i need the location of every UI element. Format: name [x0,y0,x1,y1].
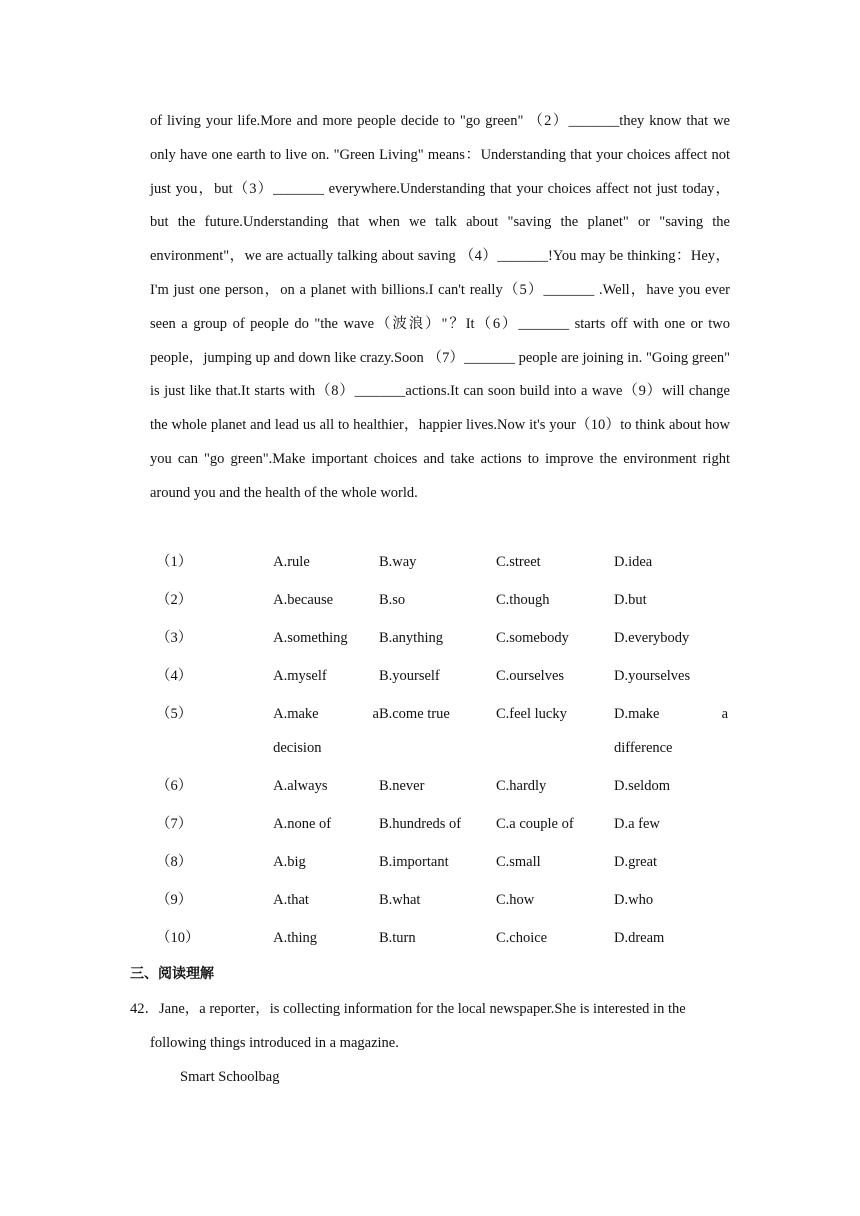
option-a-line1: A.make [273,706,319,722]
option-a: A.myself [273,668,327,684]
option-a-line1-tail: a [372,706,379,722]
options-table [150,546,728,960]
option-b: B.come true [378,706,450,722]
option-a: A.because [273,592,334,608]
option-d: D.dream [614,930,665,946]
option-b: B.important [378,854,449,870]
option-b: B.so [378,592,406,608]
option-row-10 [150,922,728,960]
option-d: D.who [614,892,654,908]
option-row-9 [150,884,728,922]
option-number: （4） [156,668,193,684]
option-d [614,698,728,770]
option-d-line2: difference [614,739,673,756]
option-row-2 [150,584,728,622]
option-a: A.thing [273,930,318,946]
option-number: （10） [156,930,200,946]
passage-subtitle: Smart Schoolbag [180,1069,280,1085]
option-d: D.a few [614,816,660,832]
option-d-line1: D.make [614,706,660,722]
option-b: B.way [378,554,417,570]
cloze-passage [150,105,730,511]
option-c: C.street [495,554,541,570]
question-line1: 42．Jane，a reporter，is collecting information for the local newspaper.She is interested in the [130,1001,686,1017]
option-b: B.hundreds of [378,816,462,832]
option-c: C.somebody [495,630,569,646]
option-c: C.small [495,854,541,870]
option-a [273,698,379,770]
option-b: B.never [378,778,425,794]
option-c: C.choice [495,930,548,946]
option-d: D.everybody [614,630,690,646]
option-number: （9） [156,892,193,908]
option-b: B.anything [378,630,443,646]
option-row-7 [150,808,728,846]
option-number: （2） [156,592,193,608]
option-number: （6） [156,778,193,794]
option-c: C.though [495,592,550,608]
option-d: D.great [614,854,658,870]
option-c: C.hardly [495,778,547,794]
option-row-3 [150,622,728,660]
option-number: （8） [156,854,193,870]
option-number: （3） [156,630,193,646]
question-42 [130,993,730,1061]
option-number: （1） [156,554,193,570]
option-row-8 [150,846,728,884]
option-a: A.something [273,630,348,646]
option-row-4 [150,660,728,698]
option-a: A.none of [273,816,332,832]
option-c: C.how [495,892,535,908]
option-c: C.a couple of [495,816,574,832]
option-a: A.big [273,854,306,870]
option-d-line1-tail: a [721,706,728,722]
option-row-1 [150,546,728,584]
option-d: D.idea [614,554,653,570]
option-c: C.feel lucky [495,706,567,722]
option-a: A.rule [273,554,310,570]
question-line2: following things introduced in a magazine. [150,1034,399,1051]
option-a-line2: decision [273,739,322,756]
option-d: D.seldom [614,778,670,794]
section-heading: 三、阅读理解 [130,966,214,982]
option-a: A.that [273,892,309,908]
option-number: （7） [156,816,193,832]
option-number: （5） [156,706,193,722]
option-a: A.always [273,778,328,794]
option-d: D.yourselves [614,668,691,684]
passage-text: of living your life.More and more people decide to "go green" （2）_______they know that we only have one earth to live on. "Green Living" means：Understanding that your choices affect not just you，but（3）_______ everywhere.Understanding that your choices affect not just today，but the future.Understanding that when we talk about "saving the planet" or "saving the environment"，we are actually talking about saving （4）_______!You may be thinking：Hey，I'm just one person，on a planet with billions.I can't really（5）_______ .Well，have you ever seen a group of people do "the wave（波浪）"？It（6）_______ starts off with one or two people，jumping up and down like crazy.Soon （7）_______ people are joining in. "Going green" is just like that.It starts with（8）_______actions.It can soon build into a wave（9）will change the whole planet and lead us all to healthier，happier lives.Now it's your（10）to think about how you can "go green".Make important choices and take actions to improve the environment right around you and the health of the whole world. [150,113,730,501]
option-b: B.what [378,892,421,908]
option-row-5 [150,698,728,770]
option-row-6 [150,770,728,808]
option-b: B.yourself [378,668,440,684]
option-c: C.ourselves [495,668,565,684]
option-b: B.turn [378,930,416,946]
option-d: D.but [614,592,647,608]
